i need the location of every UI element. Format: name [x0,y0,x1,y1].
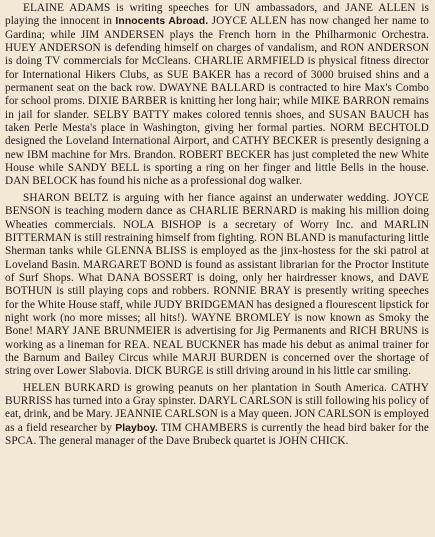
text-run: TIM CHAMBERS is currently the head bird baker for the SPCA. The general manager of the Dave Brubeck quartet is JOHN CHICK. [5,421,429,447]
text-run: JOYCE ALLEN has now changed her name to Gardina; while JIM ANDERSEN plays the French horn in the Philharmonic Orchestra. HUEY ANDERSON is defending himself on charges of vandalism, and RON ANDERSON is doing TV commercials for McCleans. CHARLIE ARMFIELD is physical fitness director for International Hikers Clubs, as SUE BAKER has a record of 3000 bruised shins and a permanent seat on the back row. DWAYNE BALLARD is contracted to hire Max's Combo for school proms. DIXIE BARBER is knitting her long hair; while MIKE BARRON remains in jail for slander. SELBY BATTY makes colored tennis shoes, and SUSAN BAUCH has taken Perle Mesta's place in Washington, giving her formal parties. NORM BECHTOLD designed the Loveland International Airport, and CATHY BECKER is presently designing a new IBM machine for Mrs. Brandon. ROBERT BECKER has just completed the new White House while SANDY BELL is sporting a ring on her finger and little Bells in the house. DAN BELOCK has found his niche as a professional dog walker. [5,15,430,188]
text-run: SHARON BELTZ is arguing with her fiance against an underwater wedding. JOYCE BENSON is teaching modern dance as CHARLIE BERNARD is making his million doing Wheaties commercials. NOLA BISHOP is a secretary of Worry Inc. and MARLIN BITTERMAN is still restraining himself from fighting. RON BLAND is manufacturing little Sherman tanks while GLENNA BLISS is employed as the jinx-hostess for the ski patrol at Loveland Basin. MARGARET BOND is found as assistant librarian for the Proctor Institute of Surf Shops. What DANA BOSSERT is doing, only her hairdresser knows, and DAVE BOTHUN is still playing cops and robbers. RONNIE BRAY is presently writing speeches for the White House staff, while JUDY BRIDGEMAN has designed a flourescent lipstick for night work (no more misses; all hits!). WAYNE BROMLEY is now known as Smoky the Bone! MARY JANE BRUNMEIER is advertising for Jig Permanents and RICH BRUNS is working as a lineman for REA. NEAL BUCKNER has made his debut as animal trainer for the Barnum and Bailey Circus while MARJI BURDEN is concerned over the shortage of string over Lower Slabovia. DICK BURGE is still driving around in his little car smiling. [5,191,429,378]
publication-title: Innocents Abroad. [115,16,209,28]
publication-title: Playboy. [115,422,158,434]
text-run: ELAINE ADAMS is writing speeches for UN ambassadors, and JANE ALLEN is playing the innocent in [5,2,429,28]
paragraph-3 [5,382,429,449]
paragraph-1 [5,2,429,189]
paragraph-2 [5,192,429,379]
text-run: HELEN BURKARD is growing peanuts on her plantation in South America. CATHY BURRISS has turned into a Gray spinster. DARYL CARLSON is still following his policy of eat, drink, and be Mary. JEANNIE CARLSON is a May queen. JON CARLSON is employed as a field researcher by [5,381,429,434]
